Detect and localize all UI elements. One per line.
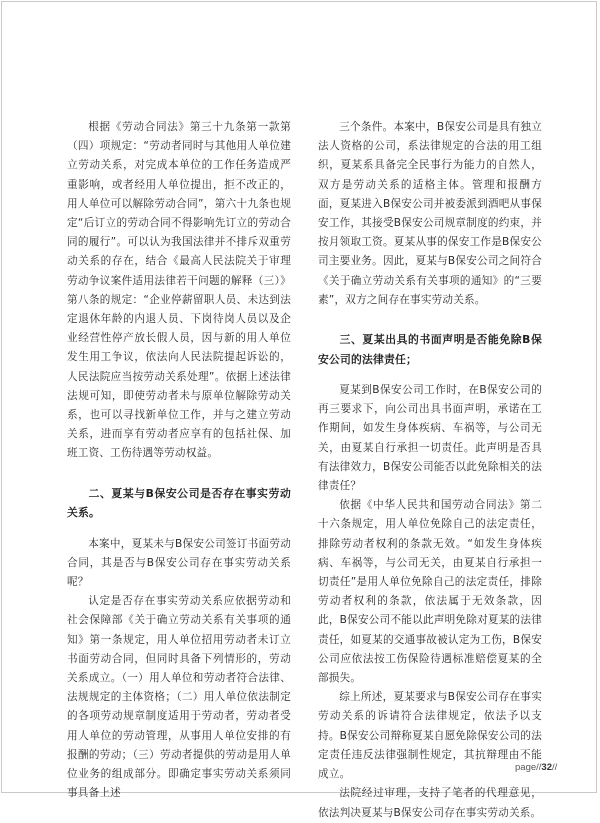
paragraph-article-26: 依据《中华人民共和国劳动合同法》第二十六条规定，用人单位免除自己的法定责任，排除劳动者权利的条款无效。“如发生身体疾病、车祸等，与公司无关，由夏某自行承担一切责任”是用人单位免除自己的法定责任，排除劳动者权利的条款，依法属于无效条款，因此，B保安公司不能以此声明免除对夏某的法律责任，如夏某的交通事故被认定为工伤，B保安公司应依法按工伤保险待遇标准赔偿夏某的全部损失。 <box>318 499 542 685</box>
left-column <box>67 118 291 804</box>
right-column <box>318 118 542 823</box>
paragraph-determination-criteria: 认定是否存在事实劳动关系应依据劳动和社会保障部《关于确立劳动关系有关事项的通知》第一条规定，用人单位招用劳动者未订立书面劳动合同，但同时具备下列情形的，劳动关系成立。（一）用人单位和劳动者符合法律、法规规定的主体资格；（二）用人单位依法制定的各项劳动规章制度适用于劳动者，劳动者受用人单位的劳动管理，从事用人单位安排的有报酬的劳动；（三）劳动者提供的劳动是用人单位业务的组成部分。即确定事实劳动关系须同事具备上述 <box>67 595 291 800</box>
paragraph-three-conditions: 三个条件。本案中，B保安公司是具有独立法人资格的公司，系法律规定的合法的用工组织，夏某系具备完全民事行为能力的自然人，双方是劳动关系的适格主体。管理和报酬方面，夏某进入B保安公司并被委派到酒吧从事保安工作，其接受B保安公司规章制度的约束，并按月领取工资。夏某从事的保安工作是B保安公司主要业务。因此，夏某与B保安公司之间符合《关于确立劳动关系有关事项的通知》的“三要素”，双方之间存在事实劳动关系。 <box>318 121 542 306</box>
paragraph-court-ruling: 法院经过审理，支持了笔者的代理意见，依法判决夏某与B保安公司存在事实劳动关系。 <box>318 787 542 819</box>
page-number-value: 32 <box>541 762 552 773</box>
paragraph-written-statement: 夏某到B保安公司工作时，在B保安公司的再三要求下，向公司出具书面声明，承诺在工作期间，如发生身体疾病、车祸等，与公司无关，由夏某自行承担一切责任。此声明是否具有法律效力，B保安公司能否以此免除相关的法律责任？ <box>318 384 542 493</box>
page-number-prefix: page// <box>515 762 542 773</box>
paragraph-case-question: 本案中，夏某未与B保安公司签订书面劳动合同，其是否与B保安公司存在事实劳动关系呢？ <box>67 537 291 589</box>
paragraph-labor-contract-law: 根据《劳动合同法》第三十九条第一款第（四）项规定：“劳动者同时与其他用人单位建立劳动关系，对完成本单位的工作任务造成严重影响，或者经用人单位提出，拒不改正的，用人单位可以解除劳动合同”，第六十九条也规定“后订立的劳动合同不得影响先订立的劳动合同的履行”。可以认为我国法律并不排斥双重劳动关系的存在，结合《最高人民法院关于审理劳动争议案件适用法律若干问题的解释（三）》第八条的规定：“企业停薪留职人员、未达到法定退休年龄的内退人员、下岗待岗人员以及企业经营性停产放长假人员，因与新的用人单位发生用工争议，依法向人民法院提起诉讼的，人民法院应当按劳动关系处理”。依据上述法律法规可知，即使劳动者未与原单位解除劳动关系，也可以寻找新单位工作，并与之建立劳动关系，进而享有劳动者应享有的包括社保、加班工资、工伤待遇等劳动权益。 <box>67 121 291 460</box>
paragraph-conclusion: 综上所述，夏某要求与B保安公司存在事实劳动关系的诉请符合法律规定，依法予以支持。B保安公司辩称夏某自愿免除保安公司的法定责任违反法律强制性规定，其抗辩理由不能成立。 <box>318 691 542 781</box>
page-number <box>515 762 557 773</box>
page-number-suffix: // <box>552 762 558 773</box>
section-heading-3: 三、夏某出具的书面声明是否能免除B保安公司的法律责任； <box>318 333 542 366</box>
section-heading-2: 二、夏某与B保安公司是否存在事实劳动关系。 <box>67 486 291 520</box>
